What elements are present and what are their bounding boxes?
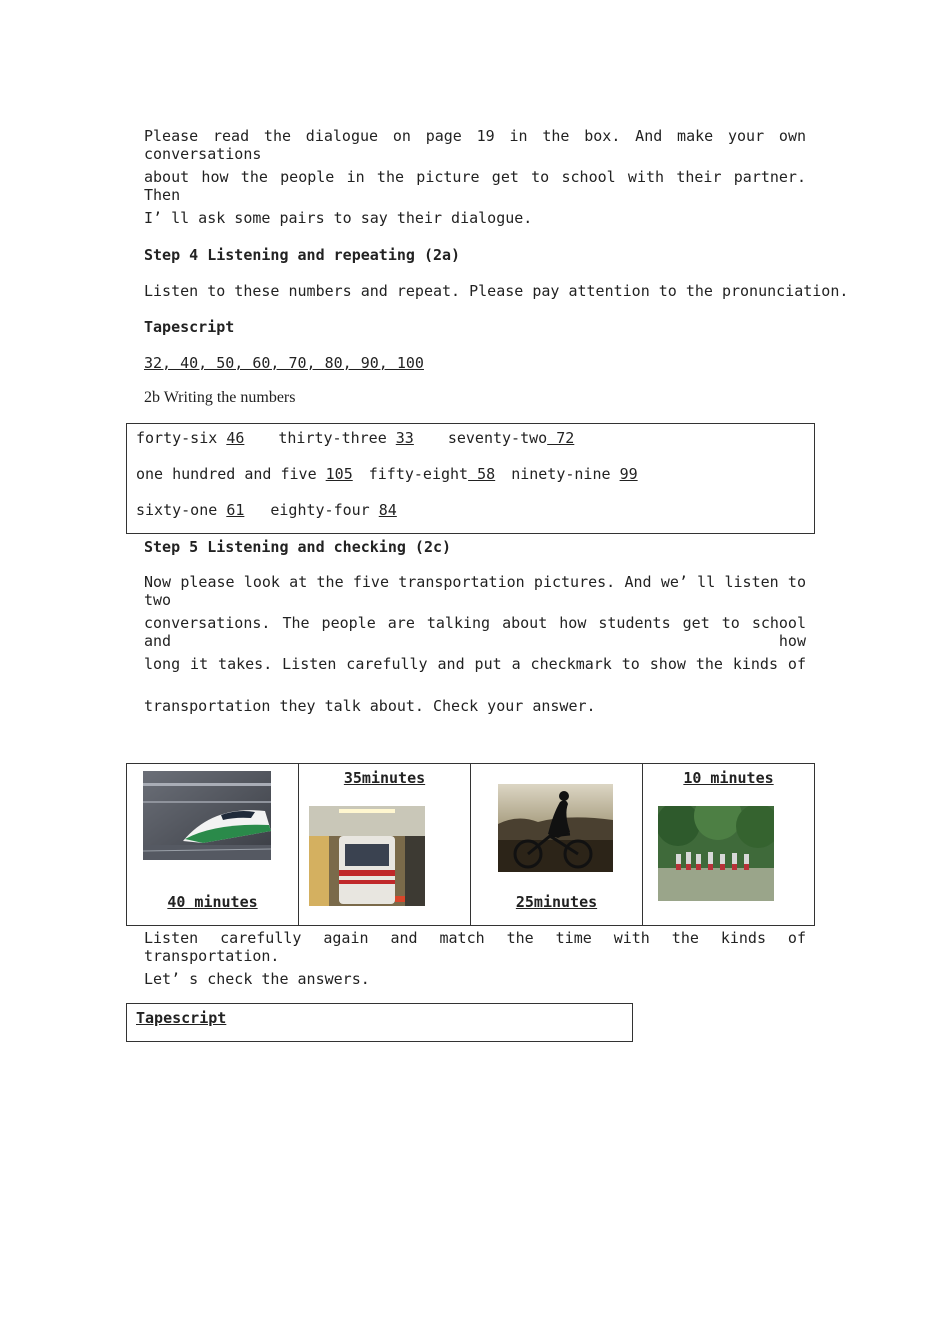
answer: 33: [395, 429, 414, 447]
match-instruction: Listen carefully again and match the time with the kinds of transportation.: [144, 929, 806, 965]
step5-line-1: Now please look at the five transportation pictures. And we’ ll listen to two: [144, 573, 806, 609]
numbers-row-1: [136, 429, 574, 447]
word-item: forty-six: [136, 429, 227, 447]
time-label: 25minutes: [515, 893, 598, 911]
step5-line-3: long it takes. Listen carefully and put a checkmark to show the kinds of: [144, 655, 806, 673]
writing-numbers-box: [126, 423, 815, 534]
time-label: 35minutes: [343, 769, 426, 787]
word-item: eighty-four: [270, 501, 379, 519]
word-item: sixty-one: [136, 501, 227, 519]
walking-photo: [658, 806, 774, 901]
step5-line-4: transportation they talk about. Check your answer.: [144, 697, 596, 715]
intro-line-3: I’ ll ask some pairs to say their dialogue.: [144, 209, 533, 227]
answer: 72: [547, 429, 575, 447]
numbers-row-2: [136, 465, 638, 483]
numbers-row-3: [136, 501, 397, 519]
word-item: one hundred and five: [136, 465, 326, 483]
word-item: ninety-nine: [511, 465, 620, 483]
tapescript-label: Tapescript: [144, 318, 235, 336]
transportation-table: [126, 763, 815, 926]
subway-photo: [309, 806, 425, 906]
transport-cell-subway: [299, 764, 471, 926]
transport-cell-walking: [643, 764, 815, 926]
step5-line-2: conversations. The people are talking about how students get to school and how: [144, 614, 806, 650]
answer: 99: [619, 465, 638, 483]
answer: 46: [226, 429, 245, 447]
time-label: 40 minutes: [167, 893, 258, 911]
tapescript-box-label: Tapescript: [136, 1009, 227, 1027]
transport-cell-train: [127, 764, 299, 926]
word-item: fifty-eight: [368, 465, 469, 483]
time-label: 10 minutes: [683, 769, 774, 787]
word-item: thirty-three: [278, 429, 396, 447]
step5-heading: Step 5 Listening and checking (2c): [144, 538, 452, 556]
intro-line-1: Please read the dialogue on page 19 in the box. And make your own conversations: [144, 127, 806, 163]
answer: 105: [325, 465, 353, 483]
intro-line-2: about how the people in the picture get to school with their partner. Then: [144, 168, 806, 204]
transport-cell-bike: [471, 764, 643, 926]
number-list: 32, 40, 50, 60, 70, 80, 90, 100: [144, 354, 424, 372]
answer: 58: [468, 465, 496, 483]
word-item: seventy-two: [447, 429, 548, 447]
train-photo: [143, 771, 271, 860]
section-2b-heading: 2b Writing the numbers: [144, 389, 296, 406]
answer: 84: [378, 501, 397, 519]
tapescript-box: [126, 1003, 633, 1042]
answer: 61: [226, 501, 245, 519]
check-answers: Let’ s check the answers.: [144, 970, 370, 988]
bike-photo: [498, 784, 613, 872]
step4-instruction: Listen to these numbers and repeat. Please pay attention to the pronunciation.: [144, 282, 849, 300]
step4-heading: Step 4 Listening and repeating (2a): [144, 246, 461, 264]
